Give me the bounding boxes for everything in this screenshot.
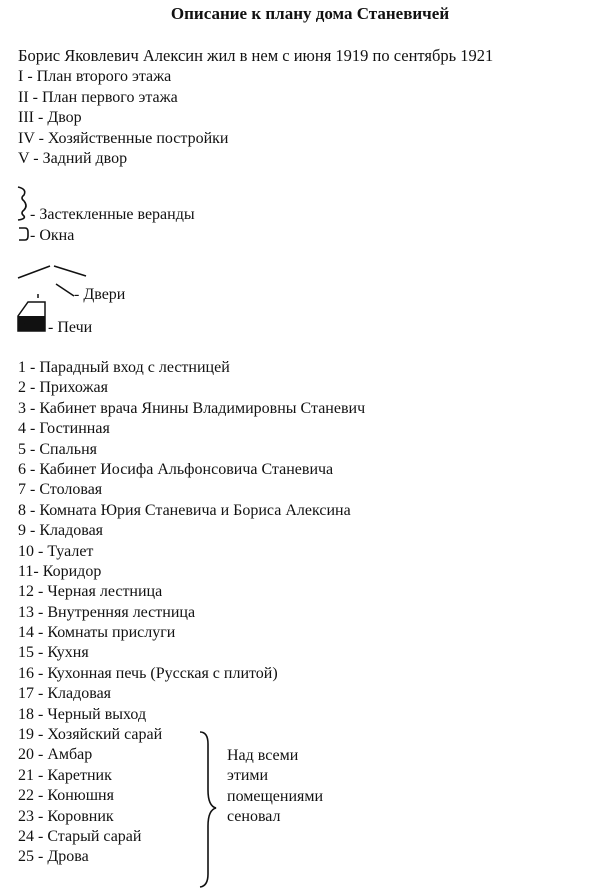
list-item: 8 - Комната Юрия Станевича и Бориса Алексина <box>18 501 351 519</box>
legend-windows: - Окна <box>30 227 75 244</box>
intro-line: Борис Яковлевич Алексин жил в нем с июня 1919 по сентябрь 1921 <box>18 46 494 65</box>
list-item: 17 - Кладовая <box>18 685 112 703</box>
list-item: 6 - Кабинет Иосифа Альфонсовича Станевича <box>18 460 334 478</box>
list-item: 5 - Спальня <box>18 440 98 458</box>
legend-stoves: - Печи <box>48 319 93 336</box>
list-item: 20 - Амбар <box>18 746 93 764</box>
list-item: 14 - Комнаты прислуги <box>18 624 176 642</box>
section-line: III - Двор <box>18 109 82 126</box>
list-item: 2 - Прихожая <box>18 379 108 397</box>
note-line: сеновал <box>227 808 281 826</box>
list-item: 25 - Дрова <box>18 848 89 866</box>
list-item: 16 - Кухонная печь (Русская с плитой) <box>18 664 278 682</box>
note-line: помещениями <box>227 787 324 805</box>
list-item: 19 - Хозяйский сарай <box>18 726 163 744</box>
section-line: IV - Хозяйственные постройки <box>18 130 229 147</box>
list-item: 23 - Коровник <box>18 807 114 825</box>
list-item: 11- Коридор <box>18 562 102 580</box>
section-line: I - План второго этажа <box>18 68 172 85</box>
note-line: Над всеми <box>227 747 299 764</box>
veranda-symbol-icon <box>16 186 30 220</box>
curly-brace-icon <box>196 730 220 890</box>
list-item: 9 - Кладовая <box>18 522 104 540</box>
list-item: 15 - Кухня <box>18 644 89 662</box>
list-item: 21 - Каретник <box>18 766 112 784</box>
list-item: 4 - Гостинная <box>18 420 110 438</box>
list-item: 24 - Старый сарай <box>18 827 142 845</box>
section-line: II - План первого этажа <box>18 89 178 106</box>
legend-doors: - Двери <box>74 286 126 303</box>
list-item: 22 - Конюшня <box>18 787 114 805</box>
legend-verandas: - Застекленные веранды <box>30 206 195 223</box>
list-item: 3 - Кабинет врача Янины Владимировны Станевич <box>18 399 366 417</box>
list-item: 12 - Черная лестница <box>18 583 163 601</box>
list-item: 13 - Внутренняя лестница <box>18 603 196 621</box>
window-symbol-icon <box>16 226 30 242</box>
stove-symbol-icon <box>17 300 49 334</box>
page-title: Описание к плану дома Станевичей <box>170 4 450 23</box>
note-line: этими <box>227 767 269 785</box>
list-item: 7 - Столовая <box>18 481 103 499</box>
list-item: 1 - Парадный вход с лестницей <box>18 359 230 376</box>
section-line: V - Задний двор <box>18 150 128 167</box>
list-item: 18 - Черный выход <box>18 705 147 723</box>
list-item: 10 - Туалет <box>18 542 94 560</box>
note-block <box>227 746 323 828</box>
